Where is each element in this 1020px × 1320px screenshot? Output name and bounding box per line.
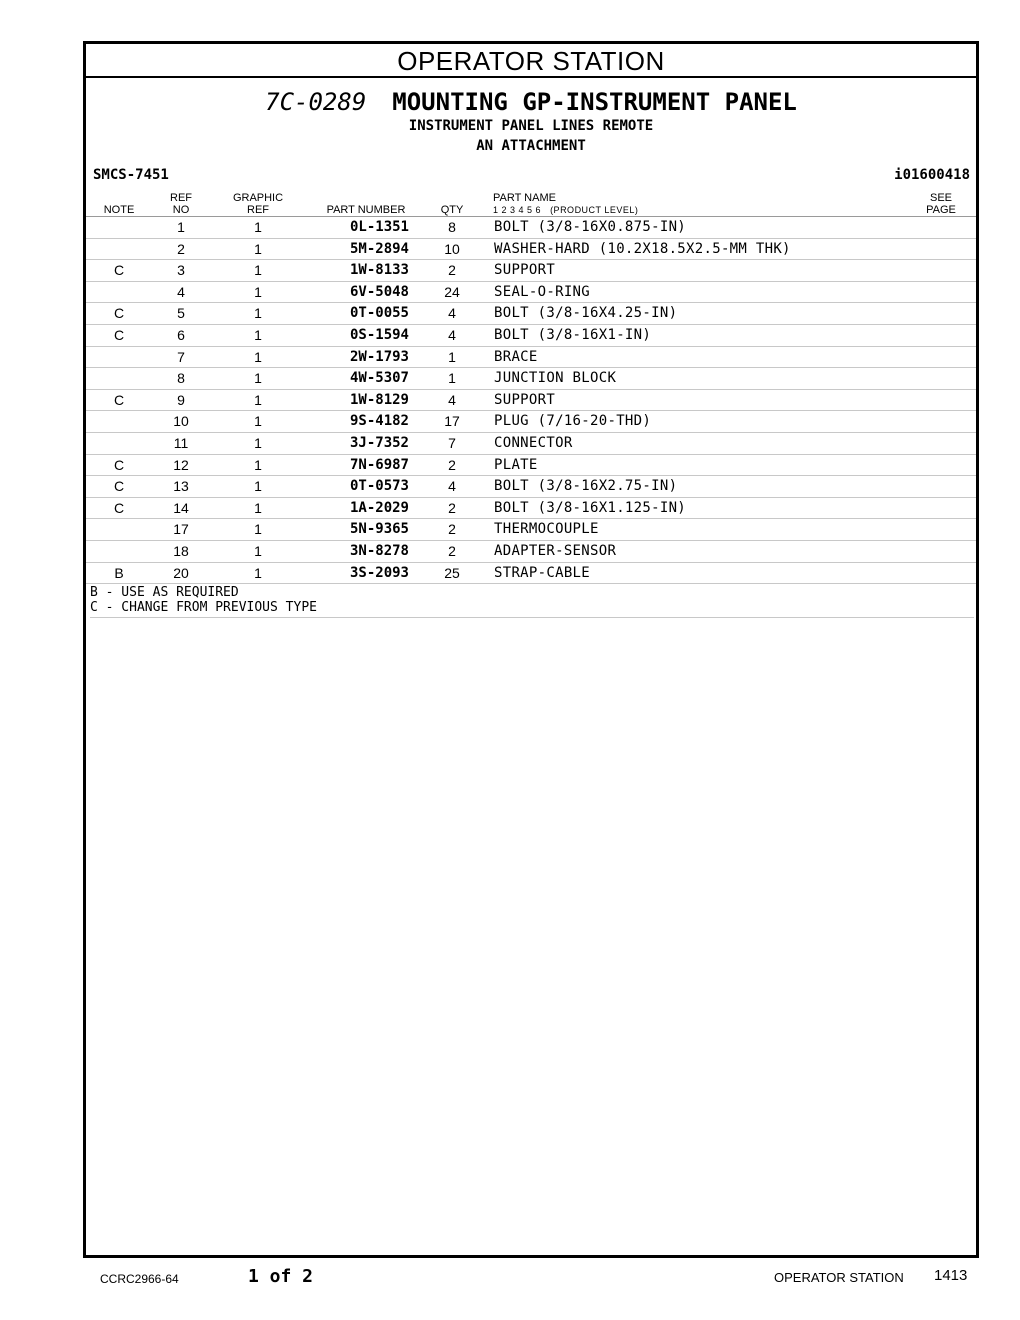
cell-part-number: 3S-2093 xyxy=(349,564,409,581)
column-header-ref-no xyxy=(161,192,201,216)
column-header-see-page xyxy=(918,192,964,216)
column-header-product-level xyxy=(493,204,753,216)
cell-graphic-ref: 1 xyxy=(254,564,262,581)
cell-part-name: BOLT (3/8-16X4.25-IN) xyxy=(494,305,678,322)
parts-list-frame xyxy=(83,41,979,1258)
footer-section: OPERATOR STATION xyxy=(774,1270,904,1285)
cell-ref-no: 5 xyxy=(177,305,185,322)
cell-part-number: 6V-5048 xyxy=(349,283,409,300)
cell-note: C xyxy=(113,478,125,495)
cell-part-name: BRACE xyxy=(494,348,538,365)
cell-qty: 2 xyxy=(448,521,456,538)
table-row xyxy=(86,455,976,477)
table-row xyxy=(86,541,976,563)
product-level-label: (PRODUCT LEVEL) xyxy=(550,205,639,215)
cell-part-number: 5N-9365 xyxy=(349,521,409,538)
footer-page-of: 1 of 2 xyxy=(248,1266,314,1287)
subtitle-line-2: AN ATTACHMENT xyxy=(476,138,586,154)
cell-graphic-ref: 1 xyxy=(254,219,262,235)
column-header-see-page-line1: SEE xyxy=(929,192,952,204)
cell-qty: 4 xyxy=(448,326,456,343)
cell-graphic-ref: 1 xyxy=(254,499,262,516)
table-row xyxy=(86,411,976,433)
cell-note: C xyxy=(113,262,125,279)
cell-part-name: SUPPORT xyxy=(494,391,556,408)
column-header-graphic-ref-line1: GRAPHIC xyxy=(232,192,284,204)
cell-graphic-ref: 1 xyxy=(254,348,262,365)
cell-ref-no: 7 xyxy=(177,348,185,365)
cell-part-number: 4W-5307 xyxy=(349,370,409,387)
cell-part-name: STRAP-CABLE xyxy=(494,564,591,581)
table-row xyxy=(86,476,976,498)
cell-part-number: 2W-1793 xyxy=(349,348,409,365)
cell-part-number: 0T-0055 xyxy=(349,305,409,322)
cell-qty: 1 xyxy=(448,348,456,365)
cell-part-name: PLATE xyxy=(494,456,538,473)
cell-ref-no: 11 xyxy=(173,434,189,451)
cell-part-number: 5M-2894 xyxy=(349,240,409,257)
cell-ref-no: 20 xyxy=(173,564,189,581)
cell-part-name: BOLT (3/8-16X0.875-IN) xyxy=(494,219,687,235)
cell-part-number: 3J-7352 xyxy=(349,434,409,451)
cell-part-name: BOLT (3/8-16X1-IN) xyxy=(494,326,652,343)
table-row xyxy=(86,260,976,282)
cell-qty: 2 xyxy=(448,542,456,559)
cell-qty: 2 xyxy=(448,262,456,279)
group-part-name: MOUNTING GP-INSTRUMENT PANEL xyxy=(392,88,797,116)
cell-part-number: 7N-6987 xyxy=(349,456,409,473)
cell-part-name: ADAPTER-SENSOR xyxy=(494,542,617,559)
column-header-graphic-ref-line2: REF xyxy=(247,204,269,216)
table-row xyxy=(86,519,976,541)
cell-part-number: 1W-8133 xyxy=(349,262,409,279)
table-row xyxy=(86,347,976,369)
cell-ref-no: 12 xyxy=(173,456,189,473)
group-heading xyxy=(86,88,976,116)
column-header-ref-no-line2: NO xyxy=(172,204,190,216)
table-row xyxy=(86,390,976,412)
cell-graphic-ref: 1 xyxy=(254,521,262,538)
table-row xyxy=(86,368,976,390)
table-row xyxy=(86,433,976,455)
cell-part-number: 0S-1594 xyxy=(349,326,409,343)
footer-page-number: 1413 xyxy=(934,1267,968,1284)
cell-part-name: SEAL-O-RING xyxy=(494,283,591,300)
cell-ref-no: 1 xyxy=(177,219,185,235)
smcs-code: SMCS-7451 xyxy=(93,167,169,183)
cell-part-name: WASHER-HARD (10.2X18.5X2.5-MM THK) xyxy=(494,240,791,257)
cell-note: C xyxy=(113,391,125,408)
column-header-part-number: PART NUMBER xyxy=(326,204,406,216)
cell-note: C xyxy=(113,499,125,516)
table-row xyxy=(86,563,976,585)
table-row xyxy=(86,303,976,325)
cell-ref-no: 6 xyxy=(177,326,185,343)
cell-graphic-ref: 1 xyxy=(254,542,262,559)
column-header-part-name xyxy=(493,192,753,216)
cell-graphic-ref: 1 xyxy=(254,240,262,257)
column-header-note: NOTE xyxy=(103,204,135,216)
cell-ref-no: 4 xyxy=(177,283,185,300)
cell-ref-no: 14 xyxy=(173,499,189,516)
cell-graphic-ref: 1 xyxy=(254,456,262,473)
cell-graphic-ref: 1 xyxy=(254,478,262,495)
column-header-graphic-ref xyxy=(228,192,288,216)
note-b: B - USE AS REQUIRED xyxy=(90,585,239,600)
cell-qty: 25 xyxy=(444,564,460,581)
cell-qty: 2 xyxy=(448,456,456,473)
cell-qty: 4 xyxy=(448,391,456,408)
cell-ref-no: 17 xyxy=(173,521,189,538)
cell-part-number: 0T-0573 xyxy=(349,478,409,495)
cell-part-name: BOLT (3/8-16X1.125-IN) xyxy=(494,499,687,516)
cell-ref-no: 2 xyxy=(177,240,185,257)
cell-part-name: THERMOCOUPLE xyxy=(494,521,599,538)
cell-note: C xyxy=(113,305,125,322)
cell-part-number: 3N-8278 xyxy=(349,542,409,559)
cell-qty: 7 xyxy=(448,434,456,451)
table-row xyxy=(86,282,976,304)
table-row xyxy=(86,498,976,520)
footer-doc-id: CCRC2966-64 xyxy=(100,1272,179,1286)
note-c: C - CHANGE FROM PREVIOUS TYPE xyxy=(90,600,317,615)
cell-qty: 8 xyxy=(448,219,456,235)
cell-graphic-ref: 1 xyxy=(254,262,262,279)
cell-qty: 2 xyxy=(448,499,456,516)
cell-part-name: JUNCTION BLOCK xyxy=(494,370,617,387)
cell-part-number: 0L-1351 xyxy=(349,219,409,235)
cell-graphic-ref: 1 xyxy=(254,413,262,430)
table-row xyxy=(86,217,976,239)
cell-ref-no: 9 xyxy=(177,391,185,408)
cell-graphic-ref: 1 xyxy=(254,283,262,300)
cell-graphic-ref: 1 xyxy=(254,434,262,451)
notes-legend xyxy=(90,585,974,618)
cell-part-name: SUPPORT xyxy=(494,262,556,279)
cell-ref-no: 3 xyxy=(177,262,185,279)
cell-graphic-ref: 1 xyxy=(254,305,262,322)
section-title: OPERATOR STATION xyxy=(86,44,976,78)
parts-table-body xyxy=(86,217,976,584)
cell-qty: 10 xyxy=(444,240,460,257)
cell-qty: 24 xyxy=(444,283,460,300)
cell-graphic-ref: 1 xyxy=(254,391,262,408)
cell-graphic-ref: 1 xyxy=(254,370,262,387)
cell-part-name: BOLT (3/8-16X2.75-IN) xyxy=(494,478,678,495)
cell-note: C xyxy=(113,456,125,473)
cell-part-name: PLUG (7/16-20-THD) xyxy=(494,413,652,430)
column-header-part-name-line1: PART NAME xyxy=(493,192,556,204)
cell-ref-no: 18 xyxy=(173,542,189,559)
cell-part-name: CONNECTOR xyxy=(494,434,573,451)
subtitle-line-1: INSTRUMENT PANEL LINES REMOTE xyxy=(408,118,654,134)
cell-ref-no: 8 xyxy=(177,370,185,387)
cell-graphic-ref: 1 xyxy=(254,326,262,343)
cell-ref-no: 13 xyxy=(173,478,189,495)
cell-note: C xyxy=(113,326,125,343)
cell-qty: 4 xyxy=(448,305,456,322)
cell-ref-no: 10 xyxy=(173,413,189,430)
cell-note: B xyxy=(114,564,124,581)
cell-part-number: 1W-8129 xyxy=(349,391,409,408)
cell-part-number: 9S-4182 xyxy=(349,413,409,430)
table-row xyxy=(86,239,976,261)
column-header-qty: QTY xyxy=(440,204,464,216)
cell-part-number: 1A-2029 xyxy=(349,499,409,516)
cell-qty: 1 xyxy=(448,370,456,387)
table-row xyxy=(86,325,976,347)
column-header-see-page-line2: PAGE xyxy=(926,204,956,216)
column-header-ref-no-line1: REF xyxy=(170,192,192,204)
product-level-numbers: 1 2 3 4 5 6 xyxy=(493,205,542,215)
cell-qty: 4 xyxy=(448,478,456,495)
illustration-id: i01600418 xyxy=(894,167,970,183)
cell-qty: 17 xyxy=(444,413,460,430)
group-part-number: 7C-0289 xyxy=(265,88,367,116)
